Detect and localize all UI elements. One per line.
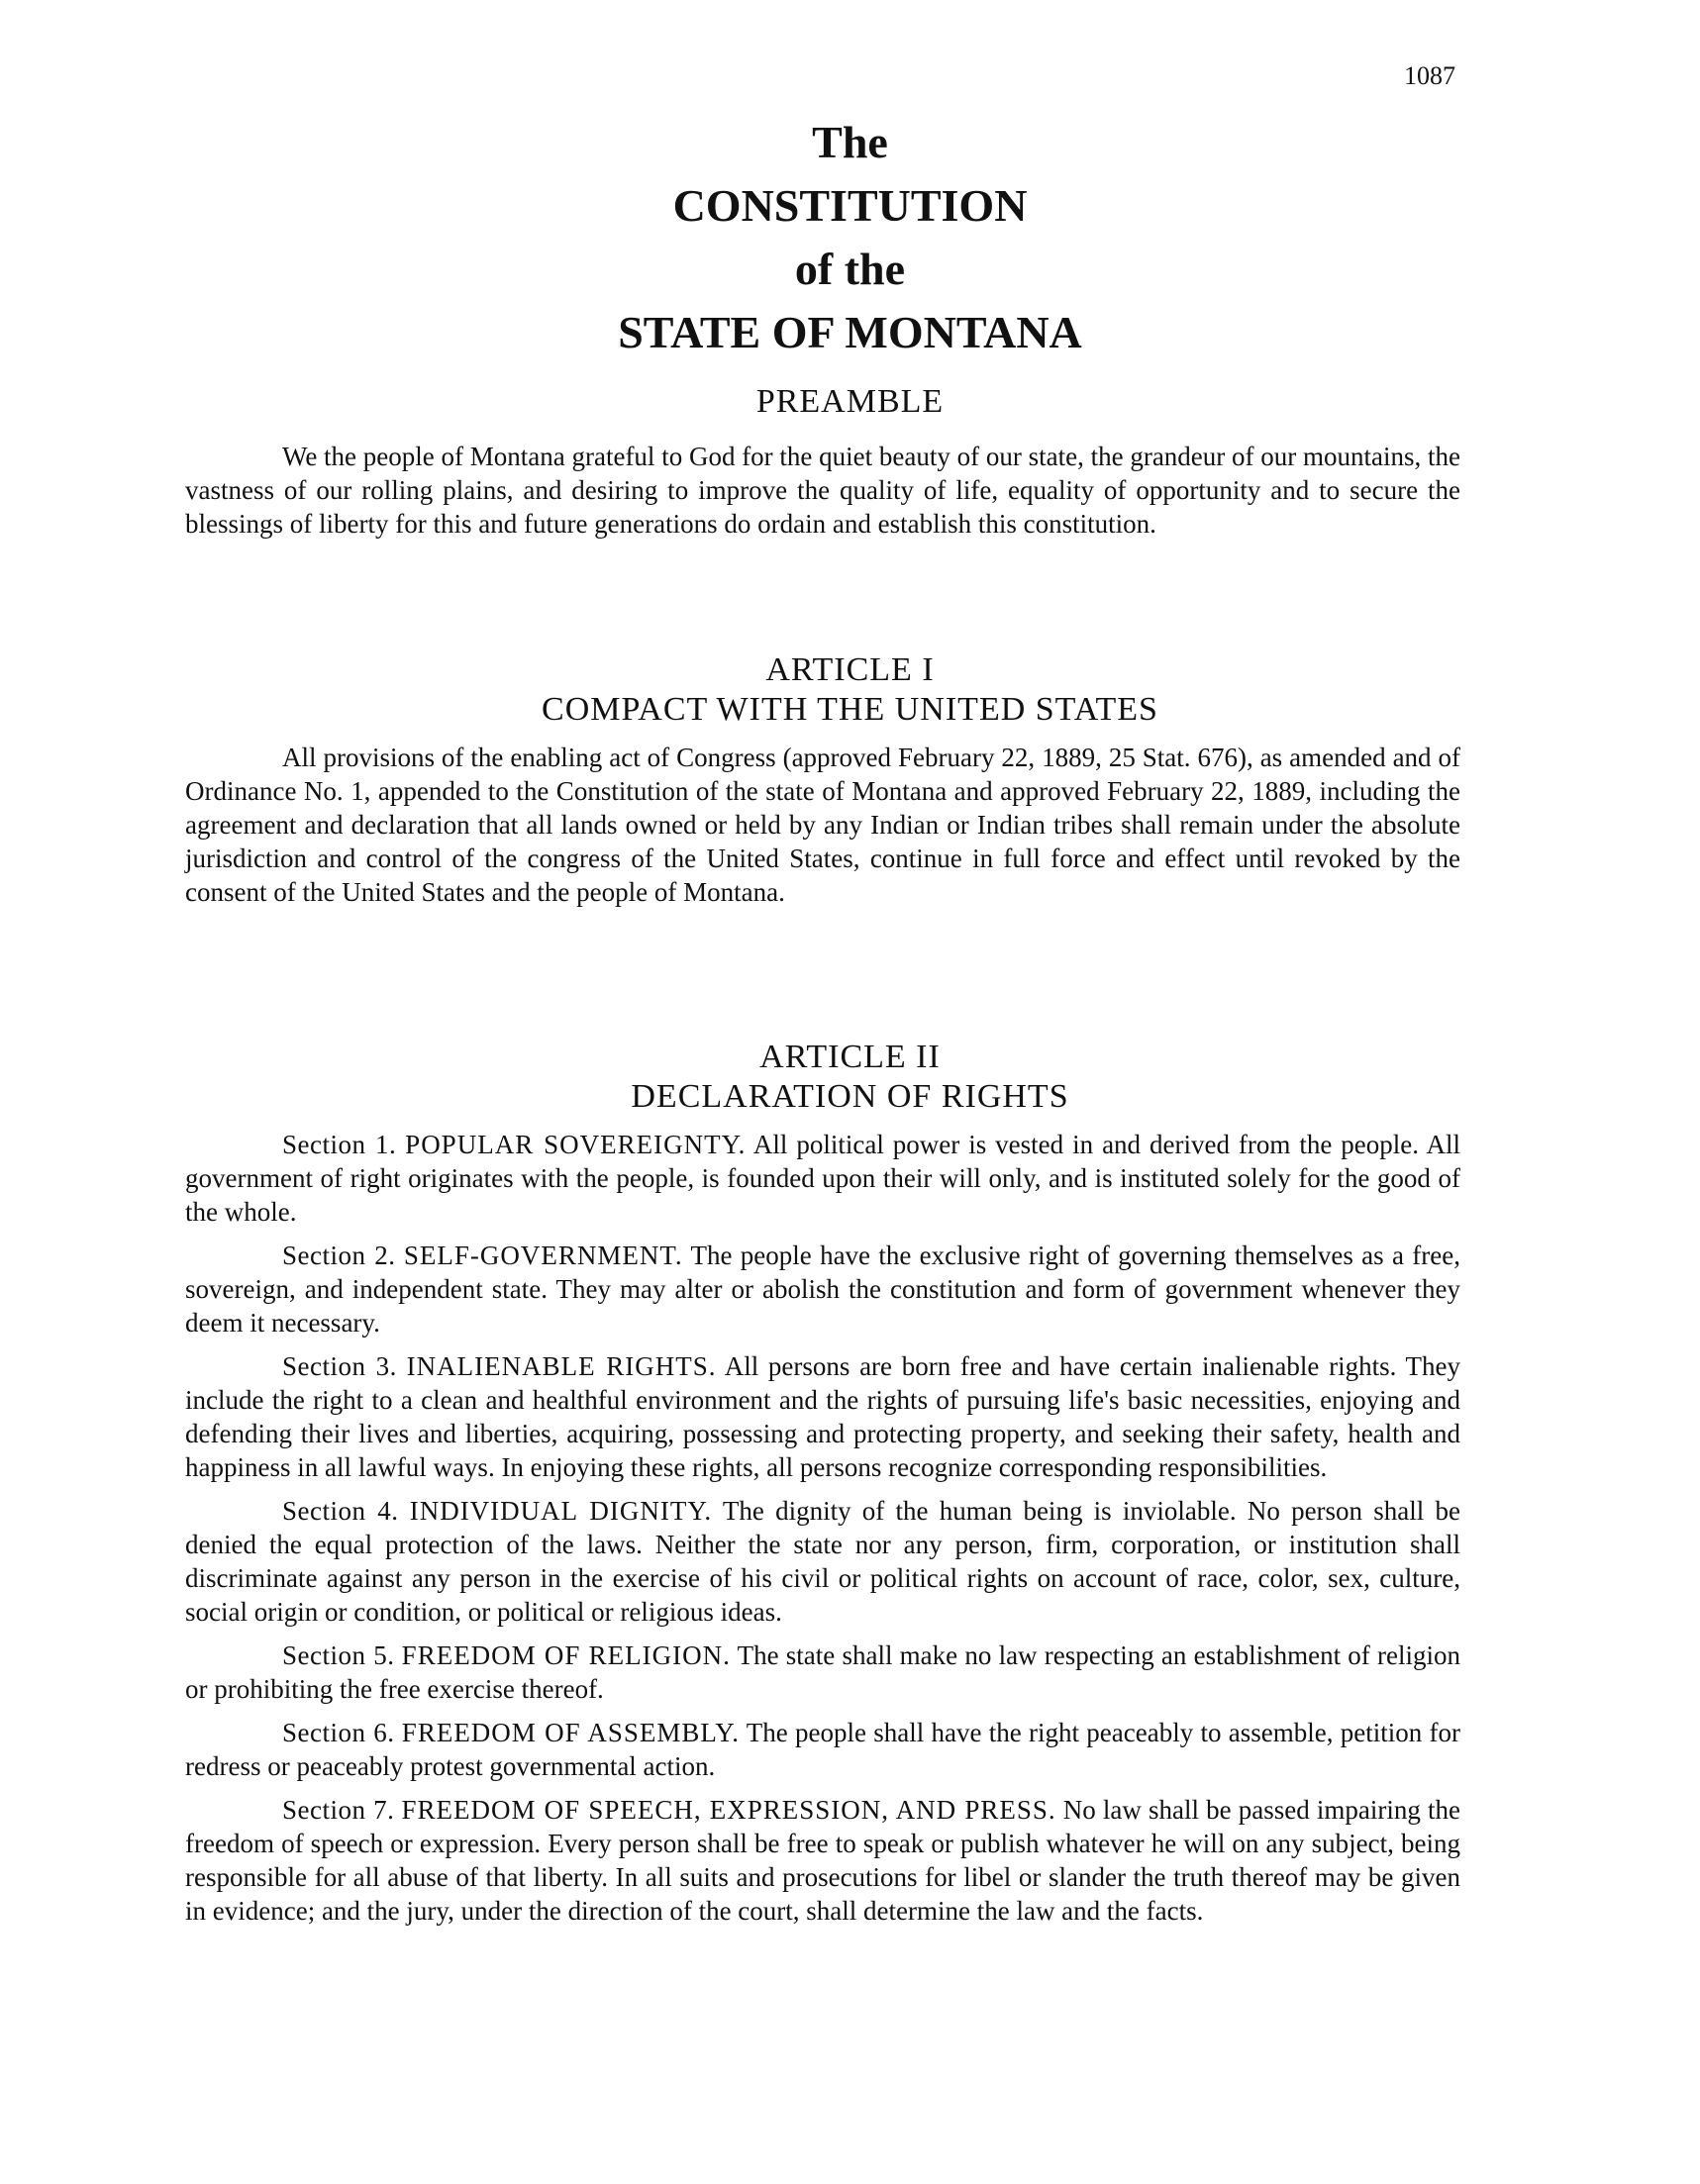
section-4-number: Section 4. [282, 1496, 399, 1526]
section-2-number: Section 2. [282, 1241, 396, 1270]
section-4-text: The dignity of the human being is inviolable. No person shall be denied the equal protection of the laws. Neither the state nor any person, firm, corporation, or institution shall discriminate against any person in the exercise of his civil or political rights on account of race, color, sex, culture, social origin or condition, or political or religious ideas. [185, 1496, 1460, 1627]
article-1-text-block [185, 741, 1460, 909]
section-5-text: The state shall make no law respecting an establishment of religion or prohibiting the free exercise thereof. [185, 1640, 1460, 1704]
section-4 [185, 1494, 1460, 1629]
preamble-paragraph: We the people of Montana grateful to God for the quiet beauty of our state, the grandeur of our mountains, the vastness of our rolling plains, and desiring to improve the quality of life, equality of opportunity and to secure the blessings of liberty for this and future generations do ordain and establish this constitution. [185, 442, 1460, 539]
section-4-title: INDIVIDUAL DIGNITY. [409, 1496, 713, 1526]
section-6-title: FREEDOM OF ASSEMBLY. [401, 1718, 740, 1747]
title-line-of-the: of the [794, 244, 906, 294]
article-2-number: ARTICLE II [759, 1039, 941, 1075]
page-number: 1087 [1404, 61, 1455, 90]
preamble-text-block [185, 440, 1460, 541]
section-2-title: SELF-GOVERNMENT. [403, 1241, 683, 1270]
title-line-state: STATE OF MONTANA [618, 307, 1082, 357]
section-1-title: POPULAR SOVEREIGNTY. [405, 1130, 747, 1159]
section-7-title: FREEDOM OF SPEECH, EXPRESSION, AND PRESS. [401, 1795, 1056, 1825]
article-1-title: COMPACT WITH THE UNITED STATES [542, 691, 1158, 728]
article-1-paragraph: All provisions of the enabling act of Congress (approved February 22, 1889, 25 Stat. 676), as amended and of Ordinance No. 1, appended to the Constitution of the state of Montana and approved February 22, 1889, including the agreement and declaration that all lands owned or held by any Indian or Indian tribes shall remain under the absolute jurisdiction and control of the congress of the United States, continue in full force and effect until revoked by the consent of the United States and the people of Montana. [185, 743, 1460, 907]
section-1 [185, 1128, 1460, 1229]
section-6 [185, 1716, 1460, 1783]
title-line-the: The [812, 117, 888, 167]
section-2-text: The people have the exclusive right of governing themselves as a free, sovereign, and independent state. They may alter or abolish the constitution and form of government whenever they deem it necessary. [185, 1241, 1461, 1338]
section-1-number: Section 1. [282, 1130, 397, 1159]
article-1-heading [0, 650, 1700, 730]
section-6-text: The people shall have the right peaceably to assemble, petition for redress or peaceably protest governmental action. [185, 1718, 1461, 1781]
section-7-text: No law shall be passed impairing the freedom of speech or expression. Every person shall be free to speak or publish whatever he will on any subject, being responsible for all abuse of that liberty. In all suits and prosecutions for libel or slander the truth thereof may be given in evidence; and the jury, under the direction of the court, shall determine the law and the facts. [185, 1795, 1461, 1926]
section-5-number: Section 5. [282, 1640, 395, 1670]
section-3-number: Section 3. [282, 1351, 397, 1381]
article-2-sections [185, 1128, 1460, 1937]
article-2-heading [0, 1038, 1700, 1117]
section-1-text: All political power is vested in and derived from the people. All government of right originates with the people, is founded upon their will only, and is instituted solely for the good of the whole. [185, 1130, 1460, 1227]
document-title [0, 111, 1700, 364]
section-3-text: All persons are born free and have certain inalienable rights. They include the right to a clean and healthful environment and the rights of pursuing life's basic necessities, enjoying and defending their lives and liberties, acquiring, possessing and protecting property, and seeking their safety, health and happiness in all lawful ways. In enjoying these rights, all persons recognize corresponding responsibilities. [185, 1351, 1460, 1482]
preamble-heading: PREAMBLE [755, 383, 945, 420]
section-5 [185, 1638, 1460, 1706]
title-line-constitution: CONSTITUTION [672, 180, 1028, 231]
section-7-number: Section 7. [282, 1795, 395, 1825]
section-2 [185, 1239, 1460, 1340]
article-1-number: ARTICLE I [765, 651, 935, 688]
section-5-title: FREEDOM OF RELIGION. [401, 1640, 731, 1670]
section-3-title: INALIENABLE RIGHTS. [406, 1351, 717, 1381]
section-3 [185, 1349, 1460, 1484]
section-7 [185, 1793, 1460, 1928]
article-2-title: DECLARATION OF RIGHTS [631, 1078, 1069, 1115]
section-6-number: Section 6. [282, 1718, 395, 1747]
